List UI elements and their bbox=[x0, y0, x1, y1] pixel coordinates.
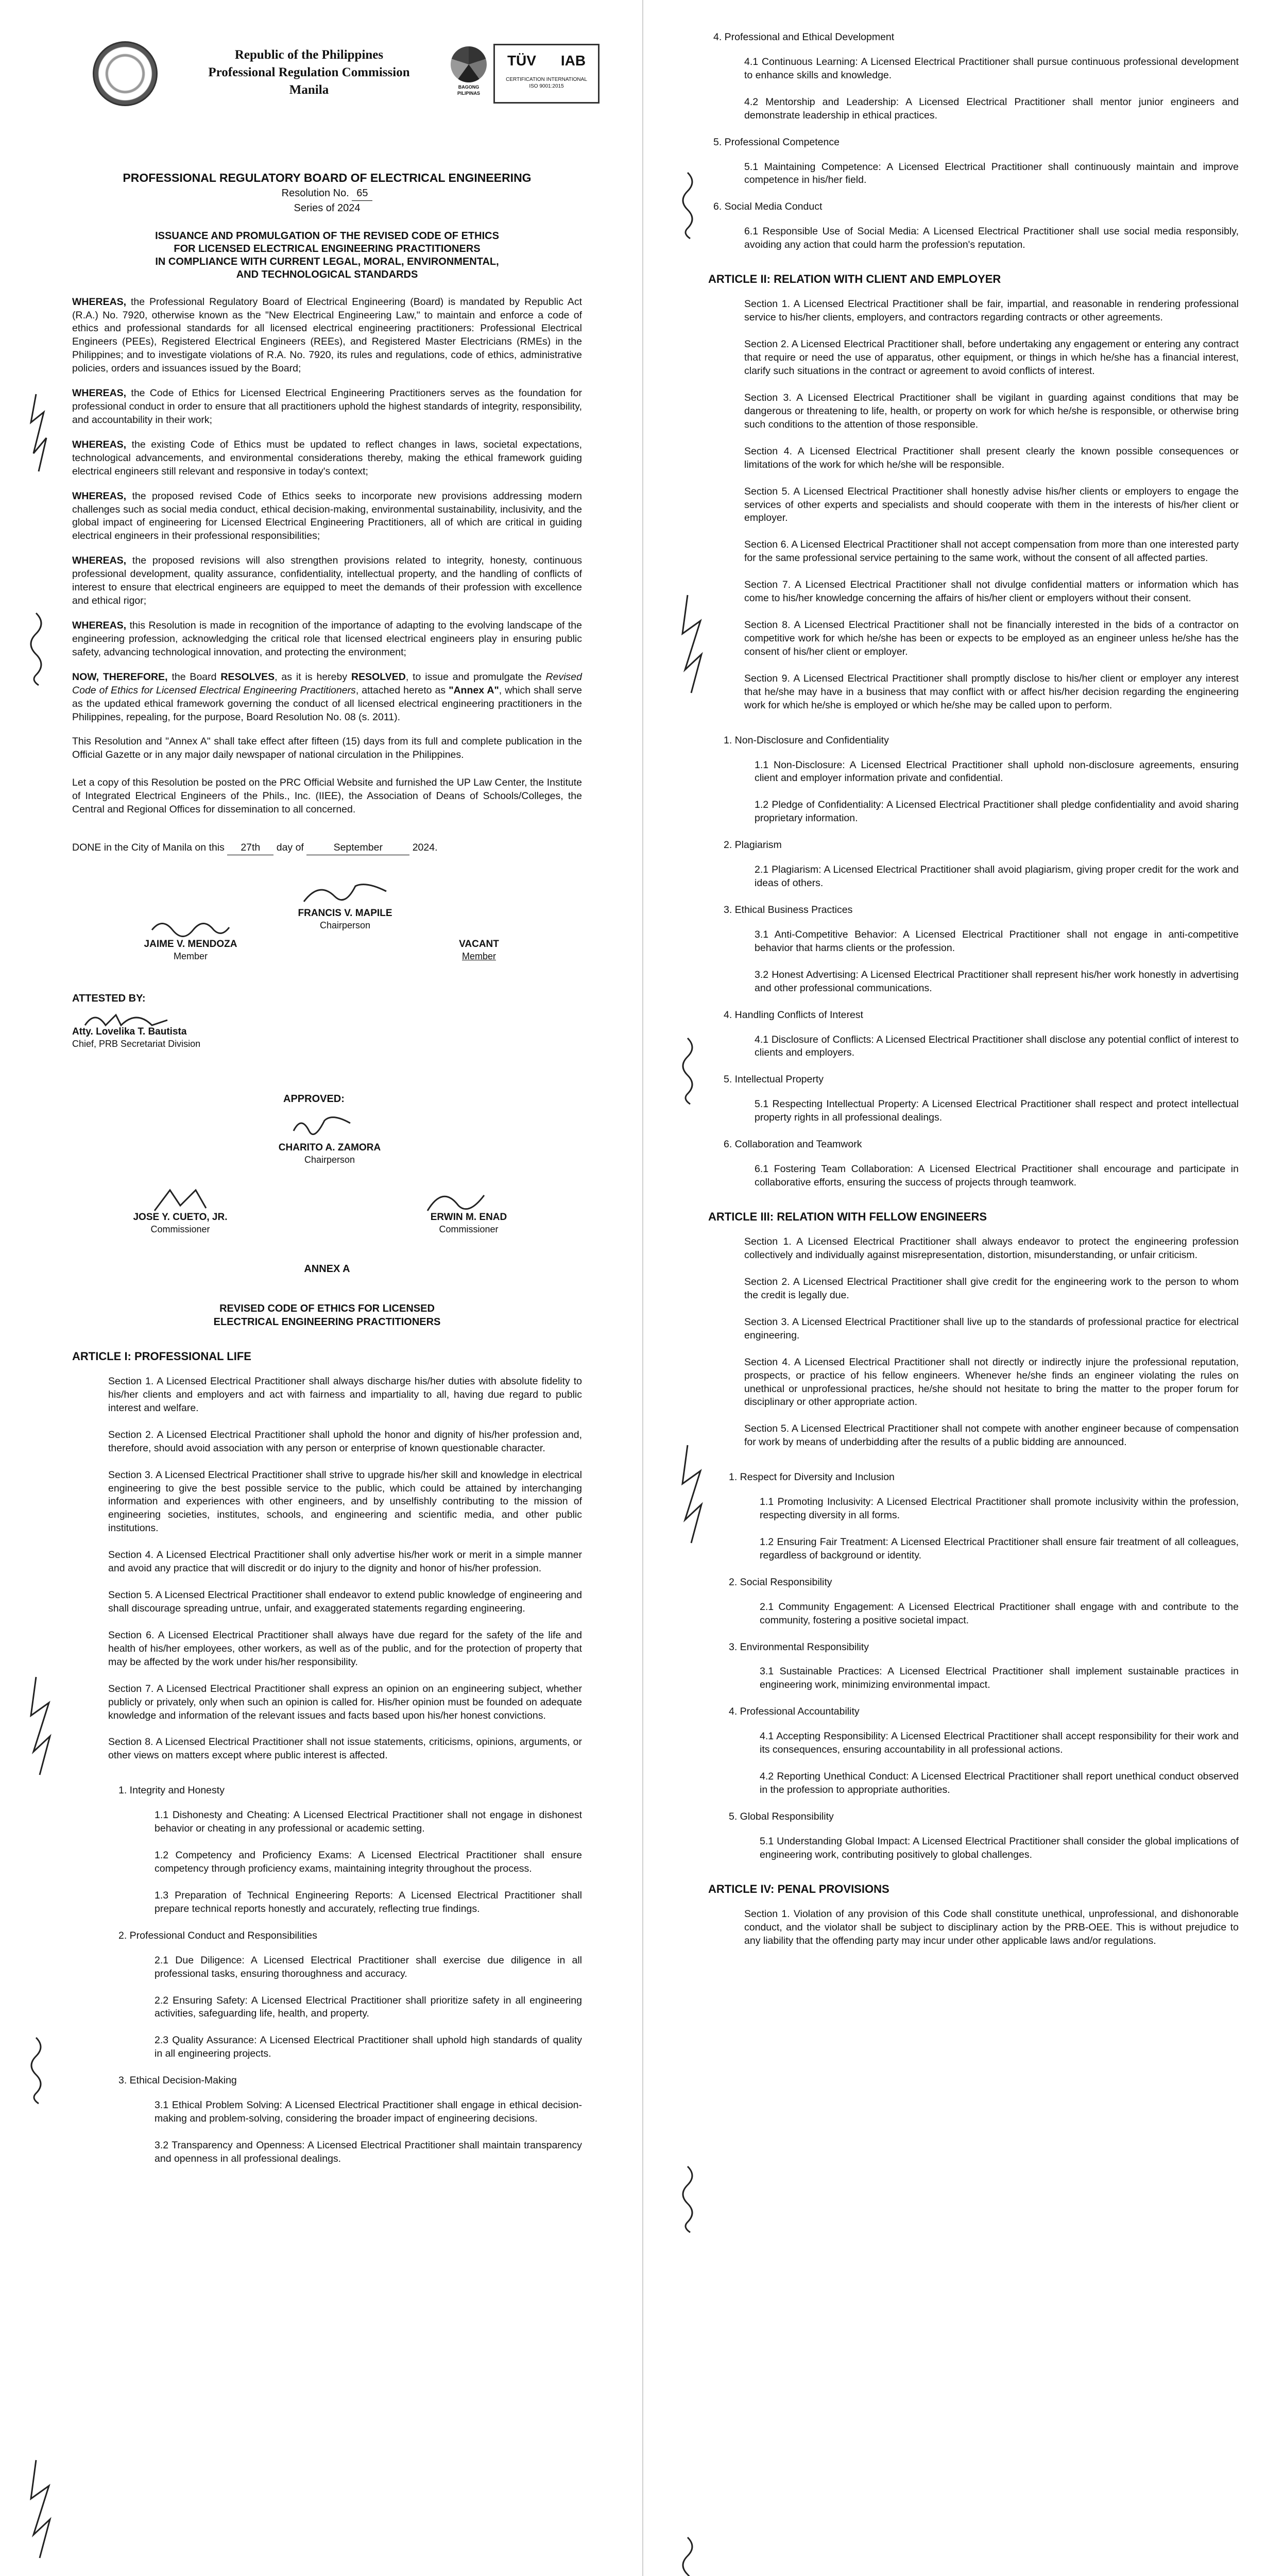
article-1-item: 4.1 Continuous Learning: A Licensed Electrical Practitioner shall pursue continuous professional development to enhance skills and knowledge. bbox=[744, 56, 1239, 81]
article-1-item: 3.2 Transparency and Openness: A Licensed Electrical Practitioner shall maintain transparency and openness in all professional dealings. bbox=[155, 2139, 582, 2164]
article-2-section: Section 8. A Licensed Electrical Practitioner shall not be financially interested in the bids of a contractor on competitive work for which he/she has been or expects to be employed as an engineer unless he/she has the consent of his/her client or employer. bbox=[744, 619, 1239, 657]
attestor-signatory: Atty. Lovelika T. Bautista Chief, PRB Secretariat Division bbox=[72, 1026, 201, 1049]
margin-signature bbox=[18, 1674, 59, 1777]
margin-initial bbox=[15, 608, 57, 690]
article-3-subheading: 2. Social Responsibility bbox=[729, 1576, 832, 1588]
article-2-section: Section 9. A Licensed Electrical Practitioner shall promptly disclose to his/her client or employer any interest that he/she may have in a business that may conflict with or affect his/her decision regarding the engineering work for which he/she is employed or which he/she may be called upon to perform. bbox=[744, 672, 1239, 711]
margin-signature bbox=[667, 170, 708, 242]
article-3-section: Section 2. A Licensed Electrical Practitioner shall give credit for the engineering work to the person to whom the credit is legally due. bbox=[744, 1276, 1239, 1301]
article-3-subheading: 3. Environmental Responsibility bbox=[729, 1641, 869, 1653]
article-1-subheading: 6. Social Media Conduct bbox=[713, 201, 823, 213]
article-1-item: 6.1 Responsible Use of Social Media: A Licensed Electrical Practitioner shall use social media responsibly, avoiding any action that could harm the profession's reputation. bbox=[744, 226, 1239, 251]
margin-signature bbox=[670, 1443, 711, 1546]
article-1-item: 2.3 Quality Assurance: A Licensed Electrical Practitioner shall uphold high standards of quality in all engineering projects. bbox=[155, 2035, 582, 2060]
article-2-heading: ARTICLE II: RELATION WITH CLIENT AND EMPLOYER bbox=[708, 273, 1001, 286]
article-3-heading: ARTICLE III: RELATION WITH FELLOW ENGINEERS bbox=[708, 1210, 987, 1223]
bagong-pilipinas-logo bbox=[448, 46, 489, 103]
resolution-subject: ISSUANCE AND PROMULGATION OF THE REVISED CODE OF ETHICS FOR LICENSED ELECTRICAL ENGINEERING PRACTITIONERS IN COMPLIANCE WITH CURRENT LEGAL, MORAL, ENVIRONMENTAL, AND TECHNOLOGICAL STANDARDS bbox=[155, 230, 499, 280]
article-1-item: 1.3 Preparation of Technical Engineering Reports: A Licensed Electrical Practitioner shall prepare technical reports honestly and accurately, reflecting true findings. bbox=[155, 1889, 582, 1914]
article-1-subheading: 4. Professional and Ethical Development bbox=[713, 31, 895, 43]
bagong-pilipinas-icon bbox=[451, 46, 487, 82]
article-2-subheading: 4. Handling Conflicts of Interest bbox=[724, 1009, 863, 1021]
whereas-clause: WHEREAS, the proposed revised Code of Ethics seeks to incorporate new provisions addressing modern challenges such as social media conduct, ethical decision-making, environmental sustainability, inclusivity, and the global impact of engineering for Licensed Electrical Engineering Practitioners, all of which are critical in guiding electrical engineers in their professional responsibilities; bbox=[72, 490, 582, 542]
annex-label: ANNEX A bbox=[304, 1263, 350, 1275]
article-2-section: Section 6. A Licensed Electrical Practitioner shall not accept compensation from more than one interested party for the same professional service pertaining to the same work, without the consent of all affected parties. bbox=[744, 539, 1239, 564]
article-3-item: 1.2 Ensuring Fair Treatment: A Licensed Electrical Practitioner shall ensure fair treatment of all colleagues, regardless of background or identity. bbox=[760, 1536, 1239, 1561]
article-2-item: 5.1 Respecting Intellectual Property: A Licensed Electrical Practitioner shall respect and protect intellectual property rights in all professional dealings. bbox=[755, 1098, 1239, 1124]
article-2-item: 2.1 Plagiarism: A Licensed Electrical Practitioner shall avoid plagiarism, giving proper credit for the work and ideas of others. bbox=[755, 864, 1239, 889]
now-therefore-clause: NOW, THEREFORE, the Board RESOLVES, as it is hereby RESOLVED, to issue and promulgate the Revised Code of Ethics for Licensed Electrical Engineering Practitioners, attached hereto as "Annex A", which shall serve as the updated ethical framework governing the conduct of all licensed electrical engineering practitioners in the Philippines, repealing, for the purpose, Board Resolution No. 08 (s. 2011). bbox=[72, 671, 582, 723]
article-2-subheading: 2. Plagiarism bbox=[724, 839, 782, 851]
board-member-signatory: JAIME V. MENDOZA Member bbox=[144, 939, 237, 962]
cert-iso: ISO 9001:2015 bbox=[529, 83, 564, 90]
article-2-item: 1.1 Non-Disclosure: A Licensed Electrical Practitioner shall uphold non-disclosure agreements, ensuring client and employer information private and confidential. bbox=[755, 759, 1239, 784]
member-signature bbox=[149, 914, 232, 940]
article-1-section: Section 5. A Licensed Electrical Practitioner shall endeavor to extend public knowledge of engineering and shall discourage spreading untrue, unfair, and exaggerated statements regarding engineering. bbox=[108, 1589, 582, 1615]
posting-clause: Let a copy of this Resolution be posted on the PRC Official Website and furnished the UP Law Center, the Institute of Integrated Electrical Engineers of the Phils., Inc. (IIEE), the Association of Deans of Schools/Colleges, the Central and Regional Offices for dissemination to all concerned. bbox=[72, 777, 582, 816]
city-line: Manila bbox=[289, 82, 329, 97]
article-1-section: Section 4. A Licensed Electrical Practitioner shall only advertise his/her work or merit in a simple manner and avoid any practice that will discredit or do injury to the dignity and honor of his/her profession. bbox=[108, 1549, 582, 1574]
article-1-heading: ARTICLE I: PROFESSIONAL LIFE bbox=[72, 1349, 251, 1363]
article-1-item: 5.1 Maintaining Competence: A Licensed Electrical Practitioner shall continuously maintain and improve competence in his/her field. bbox=[744, 161, 1239, 186]
whereas-clause: WHEREAS, the Professional Regulatory Board of Electrical Engineering (Board) is mandated by Republic Act (R.A.) No. 7920, otherwise known as the "New Electrical Engineering Law," to maintain and enforce a code of ethics and professional standards for all licensed electrical engineering practitioners: Professional Electrical Engineers (PEEs), Registered Electrical Engineers (REEs), and Registered Master Electricians (RMEs) in the Philippines; and to investigate violations of R.A. No. 7920, its rules and regulations, code of ethics, administrative policies, orders and issuances issued by the Board; bbox=[72, 296, 582, 375]
letterhead-text bbox=[175, 46, 443, 98]
article-3-item: 5.1 Understanding Global Impact: A Licensed Electrical Practitioner shall consider the global implications of engineering work, contributing positively to global challenges. bbox=[760, 1835, 1239, 1860]
board-chair-signatory: FRANCIS V. MAPILE Chairperson bbox=[298, 908, 392, 931]
article-2-subheading: 6. Collaboration and Teamwork bbox=[724, 1139, 862, 1150]
whereas-clause: WHEREAS, this Resolution is made in recognition of the importance of adapting to the evolving landscape of the engineering profession, acknowledging the critical role that licensed electrical engineers play in ensuring public safety, advancing technological innovation, and protecting the environment; bbox=[72, 620, 582, 658]
commissioner-signatory: JOSE Y. CUETO, JR. Commissioner bbox=[133, 1212, 228, 1235]
article-3-section: Section 3. A Licensed Electrical Practitioner shall live up to the standards of professional practice for electrical engineering. bbox=[744, 1316, 1239, 1341]
article-3-subheading: 1. Respect for Diversity and Inclusion bbox=[729, 1471, 895, 1483]
article-3-item: 2.1 Community Engagement: A Licensed Electrical Practitioner shall engage with and contribute to the community, fostering a positive societal impact. bbox=[760, 1601, 1239, 1626]
article-2-section: Section 2. A Licensed Electrical Practitioner shall, before undertaking any engagement or entering any contract that require or need the use of apparatus, other equipment, or things in which he/she has a financial interest, clarify such situations in the contract or agreement to avoid conflicts of interest. bbox=[744, 338, 1239, 377]
margin-signature bbox=[15, 392, 57, 474]
article-2-subheading: 5. Intellectual Property bbox=[724, 1074, 824, 1086]
article-2-section: Section 4. A Licensed Electrical Practitioner shall present clearly the known possible consequences or limitations of the work for which he/she will be responsible. bbox=[744, 445, 1239, 470]
prc-seal-icon bbox=[93, 41, 158, 106]
article-3-item: 4.2 Reporting Unethical Conduct: A Licensed Electrical Practitioner shall report unethical conduct observed in the profession to appropriate authorities. bbox=[760, 1771, 1239, 1796]
article-1-subheading: 1. Integrity and Honesty bbox=[118, 1785, 225, 1797]
tuv-mark: TÜV bbox=[507, 53, 536, 69]
effectivity-clause: This Resolution and "Annex A" shall take effect after fifteen (15) days from its full and complete publication in the Official Gazette or in any major daily newspaper of national circulation in the Philippines. bbox=[72, 736, 582, 761]
article-1-item: 1.2 Competency and Proficiency Exams: A Licensed Electrical Practitioner shall ensure competency through proficiency exams, maintaining integrity throughout the process. bbox=[155, 1850, 582, 1874]
article-3-subheading: 5. Global Responsibility bbox=[729, 1810, 834, 1822]
done-date: DONE in the City of Manila on this 27th day of September 2024. bbox=[72, 841, 582, 855]
resolution-number: Resolution No. 65 bbox=[72, 186, 582, 201]
article-2-subheading: 1. Non-Disclosure and Confidentiality bbox=[724, 734, 889, 746]
article-3-item: 1.1 Promoting Inclusivity: A Licensed Electrical Practitioner shall promote inclusivity within the profession, respecting diversity in all forms. bbox=[760, 1496, 1239, 1521]
article-2-subheading: 3. Ethical Business Practices bbox=[724, 904, 853, 916]
article-1-subheading: 3. Ethical Decision-Making bbox=[118, 2075, 237, 2087]
article-4-heading: ARTICLE IV: PENAL PROVISIONS bbox=[708, 1882, 889, 1895]
article-1-section: Section 7. A Licensed Electrical Practitioner shall express an opinion on an engineering subject, whether publicly or privately, only when such an opinion is called for. His/her opinion must be founded on adequate knowledge and information of the relevant issues and facts based upon his/her honest convictions. bbox=[108, 1683, 582, 1721]
commissioner-signatory: ERWIN M. ENAD Commissioner bbox=[430, 1212, 507, 1235]
attested-label: ATTESTED BY: bbox=[72, 993, 146, 1004]
prc-chair-signatory: CHARITO A. ZAMORA Chairperson bbox=[278, 1142, 381, 1165]
approved-label: APPROVED: bbox=[283, 1093, 345, 1105]
letterhead bbox=[72, 31, 587, 118]
whereas-clause: WHEREAS, the existing Code of Ethics must be updated to reflect changes in laws, societal expectations, technological advancements, and environmental considerations thereby, making the ethical framework guiding electrical engineers still relevant and responsive in today's context; bbox=[72, 438, 582, 477]
left-column bbox=[72, 31, 587, 2179]
whereas-clause: WHEREAS, the Code of Ethics for Licensed Electrical Engineering Practitioners serves as the foundation for professional conduct in order to ensure that all practitioners uphold the highest standards of integrity, responsibility, and accountability in their work; bbox=[72, 387, 582, 426]
resolution-series: Series of 2024 bbox=[294, 202, 361, 214]
iab-mark: IAB bbox=[560, 53, 586, 69]
annex-title: REVISED CODE OF ETHICS FOR LICENSED ELECTRICAL ENGINEERING PRACTITIONERS bbox=[213, 1302, 441, 1328]
article-2-item: 3.1 Anti-Competitive Behavior: A Licensed Electrical Practitioner shall not engage in anti-competitive behavior that harms clients or the profession. bbox=[755, 928, 1239, 954]
article-2-section: Section 3. A Licensed Electrical Practitioner shall be vigilant in guarding against conditions that may be dangerous or threatening to life, health, or property on work for which he/she is responsible, or otherwise bring such conditions to the attention of those responsible. bbox=[744, 392, 1239, 430]
article-1-section: Section 1. A Licensed Electrical Practitioner shall always discharge his/her duties with absolute fidelity to his/her clients and employers and act with fairness and impartiality to all, having due regard to public interest and welfare. bbox=[108, 1376, 582, 1414]
article-3-section: Section 5. A Licensed Electrical Practitioner shall not compete with another engineer because of compensation for work by means of underbidding after the results of a public bidding are announced. bbox=[744, 1423, 1239, 1448]
article-1-subheading: 2. Professional Conduct and Responsibilities bbox=[118, 1929, 317, 1941]
cert-text: CERTIFICATION INTERNATIONAL bbox=[506, 77, 587, 82]
article-3-section: Section 1. A Licensed Electrical Practitioner shall always endeavor to protect the engineering profession collectively and individually against misrepresentation, distortion, misunderstanding, or unfair criticism. bbox=[744, 1236, 1239, 1261]
article-1-item: 2.2 Ensuring Safety: A Licensed Electrical Practitioner shall prioritize safety in all engineering activities, safeguarding life, health, and property. bbox=[155, 1994, 582, 2020]
article-1-section: Section 3. A Licensed Electrical Practitioner shall strive to upgrade his/her skill and knowledge in electrical engineering to give the best possible service to the public, which could be attained by interchanging information and experiences with other engineers, and by unselfishly contributing to the mission of engineering societies, institutes, schools, and engineering and scientific media, and other public institutions. bbox=[108, 1469, 582, 1534]
republic-line: Republic of the Philippines bbox=[234, 48, 384, 62]
margin-initial bbox=[667, 2164, 708, 2236]
article-3-item: 4.1 Accepting Responsibility: A Licensed Electrical Practitioner shall accept responsibility for their work and its consequences, ensuring accountability in all professional actions. bbox=[760, 1731, 1239, 1756]
bagong-pilipinas-text: BAGONG PILIPINAS bbox=[457, 84, 480, 96]
article-1-item: 4.2 Mentorship and Leadership: A Licensed Electrical Practitioner shall mentor junior engineers and demonstrate leadership in ethical practices. bbox=[744, 96, 1239, 121]
article-3-section: Section 4. A Licensed Electrical Practitioner shall not directly or indirectly injure the professional reputation, prospects, or practice of his fellow engineers. Whenever he/she finds an engineer violating the rules on unethical or unprofessional practices, he/she should not hesitate to bring the matter to the proper forum for disciplinary or other appropriate action. bbox=[744, 1356, 1239, 1408]
margin-initial bbox=[667, 1036, 708, 1108]
article-3-subheading: 4. Professional Accountability bbox=[729, 1706, 860, 1718]
resolution-title bbox=[72, 170, 582, 281]
margin-signature bbox=[18, 2458, 59, 2561]
whereas-clause: WHEREAS, the proposed revisions will also strengthen provisions related to integrity, honesty, continuous professional development, quality assurance, confidentiality, intellectual property, and the handling of conflicts of interest to ensure that electrical engineers are equipped to meet the demands of their profession with excellence and ethical rigor; bbox=[72, 555, 582, 607]
article-3-item: 3.1 Sustainable Practices: A Licensed Electrical Practitioner shall implement sustainable practices in engineering work, minimizing environmental impact. bbox=[760, 1666, 1239, 1691]
right-column bbox=[708, 31, 1239, 1961]
board-name: PROFESSIONAL REGULATORY BOARD OF ELECTRICAL ENGINEERING bbox=[123, 171, 532, 184]
column-divider bbox=[642, 0, 643, 2576]
article-2-section: Section 7. A Licensed Electrical Practitioner shall not divulge confidential matters or information which has come to his/her knowledge concerning the affairs of his/her client or employers without their consent. bbox=[744, 579, 1239, 604]
article-2-item: 1.2 Pledge of Confidentiality: A Licensed Electrical Practitioner shall pledge confidentiality and avoid sharing proprietary information. bbox=[755, 799, 1239, 824]
article-2-section: Section 5. A Licensed Electrical Practitioner shall honestly advise his/her clients or employers to engage the services of other experts and specialists and should cooperate with them in the interests of his/her client or employer. bbox=[744, 485, 1239, 524]
article-1-section: Section 6. A Licensed Electrical Practitioner shall always have due regard for the safety of the life and health of his/her employees, other workers, as well as of the public, and for the protection of property that may be affected by the work under his/her responsibility. bbox=[108, 1629, 582, 1668]
certification-logo bbox=[493, 44, 600, 104]
article-4-section: Section 1. Violation of any provision of this Code shall constitute unethical, unprofessional, and dishonorable conduct, and the violator shall be subject to disciplinary action by the PRB-OEE. This is without prejudice to any liability that the offending party may incur under other applicable laws and/or regulations. bbox=[744, 1908, 1239, 1946]
margin-signature bbox=[670, 592, 711, 696]
article-1-item: 2.1 Due Diligence: A Licensed Electrical Practitioner shall exercise due diligence in all professional tasks, ensuring thoroughness and accuracy. bbox=[155, 1954, 582, 1979]
vacant-member-slot: VACANT Member bbox=[459, 939, 499, 962]
article-1-item: 3.1 Ethical Problem Solving: A Licensed Electrical Practitioner shall engage in ethical decision-making and problem-solving, considering the broader impact of engineering decisions. bbox=[155, 2099, 582, 2125]
article-2-section: Section 1. A Licensed Electrical Practitioner shall be fair, impartial, and reasonable in rendering professional service to his/her clients, employers, and contractors regarding contracts or other agreements. bbox=[744, 298, 1239, 324]
article-2-item: 6.1 Fostering Team Collaboration: A Licensed Electrical Practitioner shall encourage and participate in collaborative efforts, ensuring the success of projects through teamwork. bbox=[755, 1163, 1239, 1188]
article-1-section: Section 8. A Licensed Electrical Practitioner shall not issue statements, criticisms, opinions, arguments, or other views on matters except where public interest is affected. bbox=[108, 1736, 582, 1761]
article-2-item: 4.1 Disclosure of Conflicts: A Licensed Electrical Practitioner shall disclose any potential conflict of interest to clients and employers. bbox=[755, 1033, 1239, 1059]
article-1-subheading: 5. Professional Competence bbox=[713, 136, 840, 148]
signature-block bbox=[72, 855, 582, 1247]
margin-initial bbox=[667, 2535, 708, 2576]
commission-line: Professional Regulation Commission bbox=[208, 65, 410, 79]
article-2-item: 3.2 Honest Advertising: A Licensed Electrical Practitioner shall represent his/her work honestly in advertising and other professional communications. bbox=[755, 969, 1239, 994]
article-1-item: 1.1 Dishonesty and Cheating: A Licensed Electrical Practitioner shall not engage in dishonest behavior or cheating in any professional or academic setting. bbox=[155, 1809, 582, 1835]
article-1-section: Section 2. A Licensed Electrical Practitioner shall uphold the honor and dignity of his/her profession and, therefore, should avoid association with any person or enterprise of known questionable character. bbox=[108, 1429, 582, 1454]
margin-initial bbox=[15, 2035, 57, 2107]
